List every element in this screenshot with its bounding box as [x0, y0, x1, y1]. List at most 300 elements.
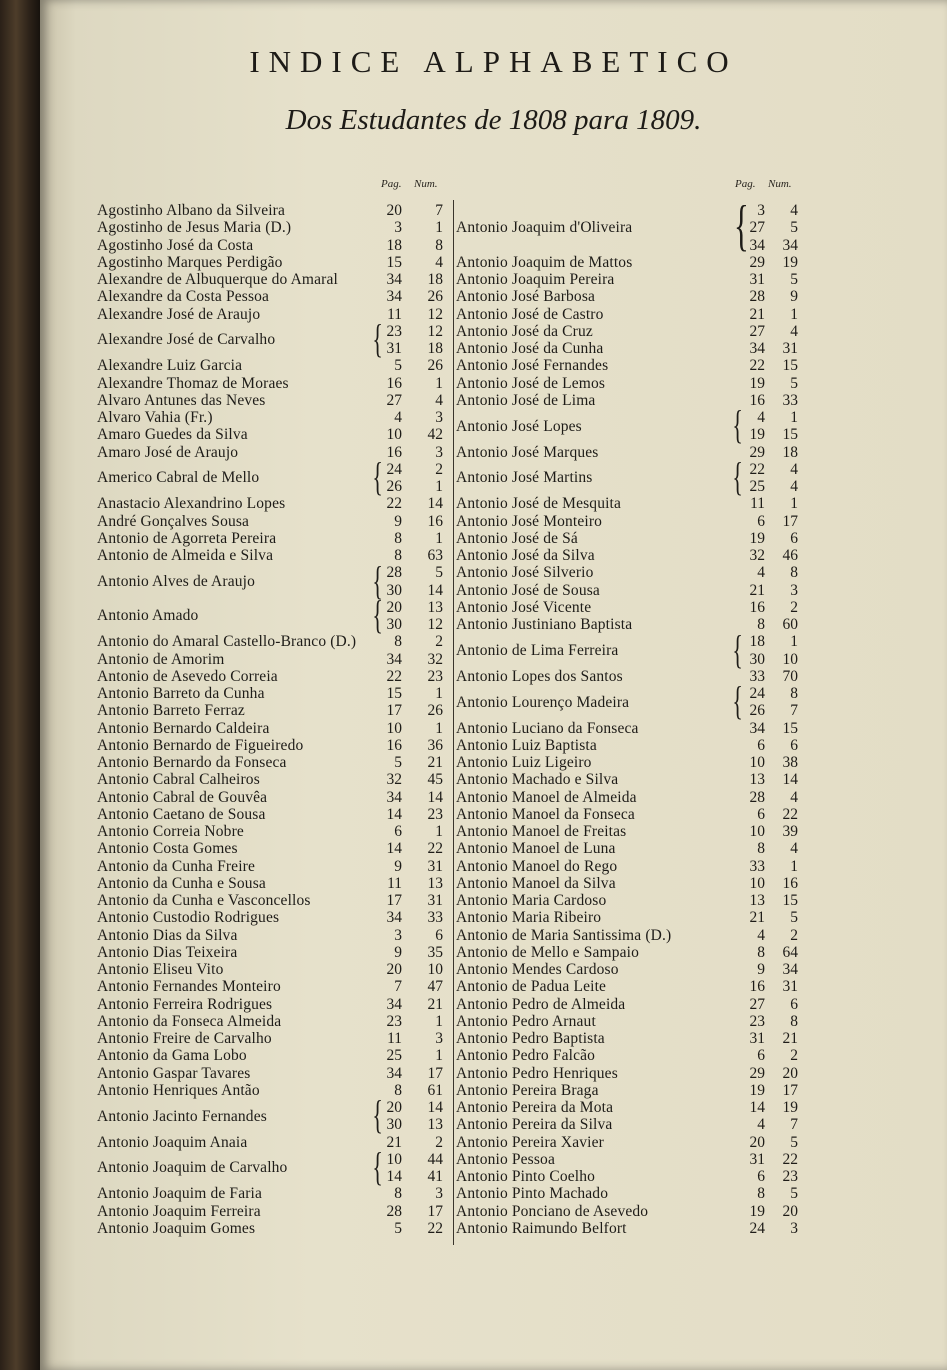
entry-number: 16 [427, 512, 443, 530]
page-number: 4 [757, 1116, 765, 1134]
page-number: 8 [757, 943, 765, 961]
grouping-brace-icon: { [732, 626, 743, 672]
page-number: 5 [394, 754, 402, 771]
entry-name: Antonio Mendes Cardoso [456, 961, 619, 978]
entry-name: Antonio Costa Gomes [97, 840, 238, 858]
entry-number: 4 [790, 460, 798, 478]
entry-number: 47 [427, 978, 443, 996]
entry-name: Antonio Pedro Henriques [456, 1064, 618, 1082]
entry-name: Antonio Luiz Baptista [456, 736, 597, 754]
page-number: 4 [757, 926, 765, 944]
page-number: 22 [749, 357, 765, 375]
entry-name: Antonio José da Cruz [456, 322, 593, 340]
entry-name: Antonio José Silverio [456, 564, 594, 582]
entry-number: 12 [427, 616, 443, 633]
page-number: 34 [386, 995, 402, 1013]
entry-number: 70 [782, 667, 798, 685]
entry-number: 21 [427, 754, 443, 771]
entry-name: Antonio Bernardo de Figueiredo [97, 736, 304, 754]
entry-name: Antonio José Monteiro [456, 512, 603, 530]
page-number: 34 [386, 271, 402, 288]
page-number: 32 [749, 547, 765, 564]
entry-name: Antonio Cabral Calheiros [97, 771, 260, 789]
page-number: 7 [394, 978, 402, 996]
entry-name: Antonio Pedro Falcão [456, 1047, 596, 1065]
entry-name: Amaro Guedes da Silva [97, 426, 248, 444]
entry-number: 1 [435, 1012, 443, 1030]
entry-name: Antonio Eliseu Vito [97, 961, 224, 978]
grouping-brace-icon: { [372, 316, 383, 361]
grouping-brace-icon: { [732, 402, 743, 448]
entry-name: Antonio de Mello e Sampaio [456, 943, 639, 961]
entry-number: 13 [427, 598, 443, 616]
page-number: 5 [394, 357, 402, 375]
entry-name: Antonio Manoel de Almeida [456, 788, 637, 806]
page-number: 24 [749, 1219, 765, 1237]
entry-number: 19 [782, 1099, 798, 1116]
entry-number: 23 [427, 667, 443, 685]
page-number: 18 [749, 633, 765, 651]
page-number: 11 [387, 1030, 402, 1047]
entry-name: Alexandre da Costa Pessoa [97, 288, 270, 306]
entry-number: 39 [782, 823, 798, 840]
page-number: 14 [749, 1099, 765, 1116]
entry-number: 22 [427, 840, 443, 858]
page-number: 19 [749, 1202, 765, 1220]
page-number: 19 [749, 1081, 765, 1099]
page-number: 15 [386, 685, 402, 702]
entry-number: 10 [782, 650, 798, 668]
page-number: 18 [386, 236, 402, 254]
left-num-header: Num. [414, 178, 438, 190]
book-spine [0, 0, 40, 1370]
entry-number: 32 [427, 650, 443, 668]
page-number: 9 [394, 512, 402, 530]
entry-number: 8 [790, 1012, 798, 1030]
entry-number: 45 [427, 771, 443, 789]
page-number: 10 [749, 754, 765, 771]
entry-number: 18 [782, 443, 798, 461]
entry-name: Antonio Maria Ribeiro [456, 909, 602, 927]
entry-name: Agostinho Marques Perdigão [97, 253, 283, 271]
page-number: 27 [749, 322, 765, 340]
entry-number: 14 [427, 495, 443, 513]
entry-number: 35 [427, 943, 443, 961]
entry-name: Antonio Lopes dos Santos [456, 667, 623, 685]
entry-name: Antonio de Asevedo Correia [97, 667, 278, 685]
page-number: 6 [757, 805, 765, 823]
page-number: 34 [386, 788, 402, 806]
entry-number: 3 [435, 1185, 443, 1203]
entry-name: Antonio Machado e Silva [456, 771, 619, 789]
entry-name: Antonio Freire de Carvalho [97, 1030, 272, 1047]
entry-name: Antonio Manoel de Freitas [456, 823, 627, 840]
entry-number: 31 [782, 978, 798, 996]
entry-number: 26 [427, 702, 443, 720]
page-number: 21 [749, 909, 765, 927]
entry-name: Antonio Joaquim de Carvalho [97, 1159, 288, 1177]
entry-name: Antonio Pedro Baptista [456, 1030, 605, 1047]
page-number: 15 [386, 253, 402, 271]
grouping-brace-icon: { [372, 454, 383, 499]
entry-name: Anastacio Alexandrino Lopes [97, 495, 286, 513]
left-pag-header: Pag. [381, 178, 402, 190]
entry-number: 2 [790, 926, 798, 944]
entry-name: Antonio Pedro Arnaut [456, 1012, 596, 1030]
entry-name: Antonio Cabral de Gouvêa [97, 788, 268, 806]
page-number: 16 [749, 978, 765, 996]
entry-name: Antonio Bernardo da Fonseca [97, 754, 287, 771]
entry-name: Antonio Pereira Xavier [456, 1133, 604, 1151]
entry-number: 4 [790, 788, 798, 806]
entry-number: 12 [427, 322, 443, 340]
entry-number: 33 [782, 391, 798, 409]
entry-name: Antonio Joaquim Pereira [456, 271, 615, 288]
page-number: 19 [749, 374, 765, 392]
entry-name: Antonio Pereira da Silva [456, 1116, 613, 1134]
entry-name: Antonio Joaquim Ferreira [97, 1202, 261, 1220]
page-number: 28 [386, 564, 402, 582]
entry-number: 33 [427, 909, 443, 927]
entry-name: Antonio José de Lemos [456, 374, 606, 392]
entry-number: 1 [435, 823, 443, 840]
entry-name: Antonio Manoel do Rego [456, 857, 618, 875]
entry-name: Antonio Joaquim de Faria [97, 1185, 263, 1203]
entry-number: 1 [790, 495, 798, 513]
entry-name: Antonio José de Castro [456, 305, 604, 323]
page-number: 10 [749, 874, 765, 892]
page-number: 17 [386, 702, 402, 720]
entry-name: Antonio José Vicente [456, 598, 592, 616]
entry-number: 34 [782, 236, 798, 254]
entry-number: 2 [790, 598, 798, 616]
entry-name: Antonio Dias da Silva [97, 926, 238, 944]
entry-number: 5 [790, 1185, 798, 1203]
page-number: 20 [386, 598, 402, 616]
entry-name: Alexandre José de Araujo [97, 305, 261, 323]
grouping-brace-icon: { [734, 194, 749, 257]
page-number: 28 [749, 288, 765, 306]
page-number: 20 [749, 1133, 765, 1151]
entry-number: 5 [790, 909, 798, 927]
entry-number: 15 [782, 357, 798, 375]
entry-number: 7 [790, 702, 798, 720]
entry-name: Antonio Justiniano Baptista [456, 616, 633, 633]
right-num-header: Num. [768, 178, 792, 190]
entry-number: 5 [790, 219, 798, 237]
entry-name: Antonio de Agorreta Pereira [97, 529, 277, 547]
page-number: 30 [749, 650, 765, 668]
entry-number: 14 [427, 788, 443, 806]
page-number: 34 [749, 236, 765, 254]
page-number: 5 [394, 1219, 402, 1237]
entry-number: 4 [790, 202, 798, 219]
page-number: 30 [386, 616, 402, 633]
entry-name: Antonio Correia Nobre [97, 823, 244, 840]
page-number: 22 [386, 495, 402, 513]
entry-name: Agostinho Albano da Silveira [97, 202, 286, 219]
page-number: 29 [749, 443, 765, 461]
entry-name: Antonio José de Sá [456, 529, 578, 547]
entry-number: 46 [782, 547, 798, 564]
entry-name: Antonio José Marques [456, 443, 599, 461]
entry-name: Antonio Custodio Rodrigues [97, 909, 280, 927]
page-number: 26 [386, 478, 402, 495]
entry-name: André Gonçalves Sousa [97, 512, 250, 530]
entry-number: 38 [782, 754, 798, 771]
entry-name: Antonio José de Lima [456, 391, 596, 409]
column-divider [453, 200, 454, 1245]
entry-number: 3 [435, 443, 443, 461]
page-subtitle: Dos Estudantes de 1808 para 1809. [285, 104, 702, 136]
entry-number: 7 [435, 202, 443, 219]
entry-name: Antonio Manoel de Luna [456, 840, 616, 858]
entry-number: 3 [435, 409, 443, 426]
entry-number: 1 [790, 857, 798, 875]
entry-name: Antonio José Fernandes [456, 357, 609, 375]
page-number: 31 [386, 340, 402, 357]
entry-name: Antonio da Cunha e Vasconcellos [97, 892, 311, 909]
grouping-brace-icon: { [372, 592, 383, 637]
page-number: 9 [394, 857, 402, 875]
page-number: 30 [386, 1116, 402, 1134]
page-number: 16 [749, 598, 765, 616]
entry-number: 15 [782, 426, 798, 444]
page-number: 6 [757, 1047, 765, 1065]
entry-number: 15 [782, 892, 798, 909]
entry-number: 5 [790, 374, 798, 392]
entry-name: Antonio José de Mesquita [456, 495, 622, 513]
page-number: 3 [757, 202, 765, 219]
page-number: 27 [386, 391, 402, 409]
page-number: 25 [386, 1047, 402, 1065]
entry-name: Agostinho José da Costa [97, 236, 254, 254]
page-number: 16 [386, 736, 402, 754]
entry-number: 17 [782, 512, 798, 530]
page-number: 14 [386, 1168, 402, 1185]
page-number: 11 [387, 305, 402, 323]
entry-name: Antonio Jacinto Fernandes [97, 1107, 267, 1125]
entry-name: Alexandre Luiz Garcia [97, 357, 243, 375]
entry-number: 12 [427, 305, 443, 323]
entry-number: 26 [427, 357, 443, 375]
page-number: 14 [386, 805, 402, 823]
entry-name: Antonio Henriques Antão [97, 1081, 260, 1099]
page-number: 31 [749, 1030, 765, 1047]
page-number: 21 [386, 1133, 402, 1151]
entry-name: Antonio Lourenço Madeira [456, 693, 630, 711]
entry-number: 44 [427, 1150, 443, 1168]
entry-number: 34 [782, 961, 798, 978]
entry-number: 1 [435, 685, 443, 702]
page-number: 8 [394, 547, 402, 564]
entry-name: Alvaro Vahia (Fr.) [97, 409, 213, 426]
entry-number: 4 [790, 840, 798, 858]
entry-name: Antonio Gaspar Tavares [97, 1064, 251, 1082]
entry-number: 23 [427, 805, 443, 823]
entry-name: Antonio de Amorim [97, 650, 225, 668]
entry-number: 10 [427, 961, 443, 978]
entry-number: 5 [790, 1133, 798, 1151]
entry-number: 26 [427, 288, 443, 306]
page-number: 6 [757, 512, 765, 530]
entry-name: Antonio Joaquim Gomes [97, 1219, 256, 1237]
page-number: 26 [749, 702, 765, 720]
entry-number: 8 [790, 685, 798, 702]
entry-number: 22 [782, 1150, 798, 1168]
page-number: 9 [757, 961, 765, 978]
page-number: 9 [394, 943, 402, 961]
entry-name: Alexandre José de Carvalho [97, 331, 276, 349]
page-number: 24 [386, 460, 402, 478]
entry-name: Antonio Manoel da Silva [456, 874, 616, 892]
entry-name: Antonio Joaquim Anaia [97, 1133, 248, 1151]
entry-name: Antonio de Lima Ferreira [456, 641, 619, 659]
entry-number: 6 [790, 529, 798, 547]
page-title: INDICE ALPHABETICO [249, 44, 738, 79]
page-number: 3 [394, 926, 402, 944]
entry-name: Antonio do Amaral Castello-Branco (D.) [97, 633, 357, 651]
page-number: 34 [386, 1064, 402, 1082]
entry-number: 1 [435, 374, 443, 392]
entry-number: 1 [435, 478, 443, 495]
entry-number: 18 [427, 271, 443, 288]
page-number: 34 [386, 650, 402, 668]
grouping-brace-icon: { [372, 557, 383, 603]
entry-name: Antonio Caetano de Sousa [97, 805, 266, 823]
entry-name: Amaro José de Araujo [97, 443, 239, 461]
page-number: 22 [386, 667, 402, 685]
page-number: 19 [749, 426, 765, 444]
page-number: 8 [394, 1185, 402, 1203]
page-number: 31 [749, 271, 765, 288]
entry-number: 60 [782, 616, 798, 633]
page-number: 11 [387, 874, 402, 892]
entry-number: 41 [427, 1168, 443, 1185]
page-number: 6 [394, 823, 402, 840]
entry-number: 13 [427, 874, 443, 892]
entry-number: 5 [435, 564, 443, 582]
entry-number: 31 [782, 340, 798, 357]
entry-name: Antonio Dias Teixeira [97, 943, 238, 961]
entry-number: 6 [790, 995, 798, 1013]
entry-name: Antonio Pereira da Mota [456, 1099, 614, 1116]
entry-number: 13 [427, 1116, 443, 1134]
entry-number: 21 [782, 1030, 798, 1047]
page-number: 8 [757, 1185, 765, 1203]
entry-number: 17 [427, 1202, 443, 1220]
entry-number: 20 [782, 1202, 798, 1220]
entry-name: Antonio José da Silva [456, 547, 595, 564]
right-pag-header: Pag. [735, 178, 756, 190]
page-number: 13 [749, 771, 765, 789]
entry-number: 1 [790, 633, 798, 651]
entry-name: Antonio José da Cunha [456, 340, 604, 357]
page-number: 4 [394, 409, 402, 426]
entry-name: Antonio de Maria Santissima (D.) [456, 926, 672, 944]
page-number: 10 [386, 719, 402, 737]
page-number: 28 [386, 1202, 402, 1220]
page-number: 25 [749, 478, 765, 495]
page-number: 11 [750, 495, 765, 513]
page-number: 34 [386, 909, 402, 927]
page-number: 17 [386, 892, 402, 909]
page-number: 34 [749, 719, 765, 737]
entry-number: 17 [782, 1081, 798, 1099]
entry-name: Alvaro Antunes das Neves [97, 391, 266, 409]
grouping-brace-icon: { [732, 678, 743, 724]
page-number: 29 [749, 1064, 765, 1082]
grouping-brace-icon: { [732, 454, 743, 499]
page-number: 23 [749, 1012, 765, 1030]
entry-name: Antonio Bernardo Caldeira [97, 719, 270, 737]
entry-number: 6 [435, 926, 443, 944]
entry-name: Antonio Barreto Ferraz [97, 702, 245, 720]
entry-number: 2 [435, 460, 443, 478]
entry-name: Antonio Luiz Ligeiro [456, 754, 592, 771]
entry-name: Antonio Alves de Araujo [97, 572, 256, 590]
entry-number: 22 [782, 805, 798, 823]
entry-name: Antonio da Cunha Freire [97, 857, 255, 875]
page-number: 27 [749, 995, 765, 1013]
page-number: 13 [749, 892, 765, 909]
entry-name: Antonio Manoel da Fonseca [456, 805, 635, 823]
entry-name: Antonio José de Sousa [456, 581, 600, 599]
entry-name: Antonio da Fonseca Almeida [97, 1012, 282, 1030]
page-number: 21 [749, 305, 765, 323]
entry-name: Antonio Ferreira Rodrigues [97, 995, 273, 1013]
entry-name: Antonio Pinto Coelho [456, 1168, 596, 1185]
entry-number: 2 [790, 1047, 798, 1065]
page-number: 16 [386, 443, 402, 461]
entry-number: 4 [790, 322, 798, 340]
grouping-brace-icon: { [372, 1144, 383, 1189]
page-number: 31 [749, 1150, 765, 1168]
entry-name: Antonio Joaquim d'Oliveira [456, 219, 633, 237]
entry-number: 1 [790, 305, 798, 323]
page-number: 20 [386, 202, 402, 219]
entry-number: 42 [427, 426, 443, 444]
entry-name: Antonio de Almeida e Silva [97, 547, 274, 564]
entry-number: 1 [435, 1047, 443, 1065]
entry-number: 1 [435, 529, 443, 547]
entry-number: 5 [790, 271, 798, 288]
entry-number: 14 [427, 581, 443, 599]
page-number: 10 [386, 1150, 402, 1168]
page-number: 6 [757, 736, 765, 754]
entry-number: 23 [782, 1168, 798, 1185]
page-number: 8 [394, 1081, 402, 1099]
entry-name: Antonio Ponciano de Asevedo [456, 1202, 649, 1220]
page-number: 21 [749, 581, 765, 599]
entry-number: 2 [435, 1133, 443, 1151]
page-number: 24 [749, 685, 765, 702]
entry-number: 15 [782, 719, 798, 737]
entry-number: 6 [790, 736, 798, 754]
page-number: 19 [749, 529, 765, 547]
entry-name: Antonio Pinto Machado [456, 1185, 609, 1203]
page-number: 23 [386, 322, 402, 340]
entry-number: 4 [435, 391, 443, 409]
entry-number: 1 [435, 719, 443, 737]
entry-number: 1 [790, 409, 798, 426]
entry-number: 9 [790, 288, 798, 306]
page-number: 33 [749, 857, 765, 875]
entry-number: 7 [790, 1116, 798, 1134]
entry-number: 2 [435, 633, 443, 651]
entry-name: Antonio José Barbosa [456, 288, 596, 306]
page-number: 16 [386, 374, 402, 392]
